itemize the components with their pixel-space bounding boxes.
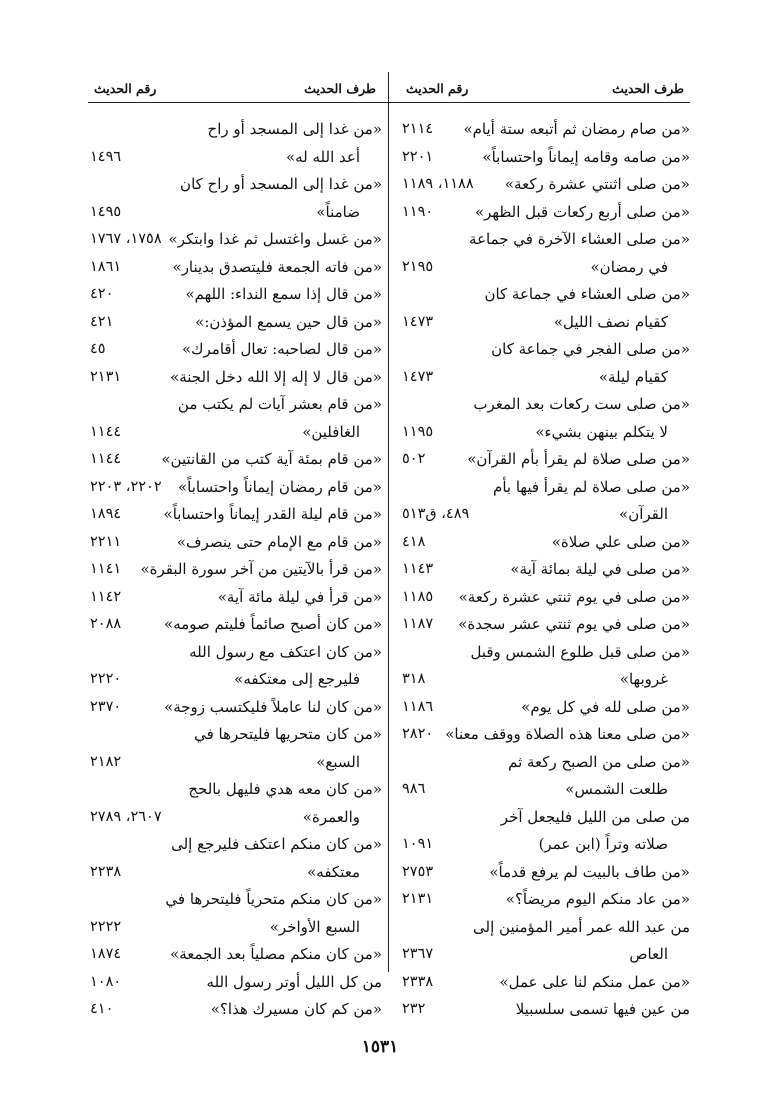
index-entry xyxy=(400,969,690,997)
index-entry xyxy=(88,336,382,364)
entry-line xyxy=(88,611,382,639)
hadith-number: ٤٨٩، ق٥١٣ xyxy=(402,506,470,522)
hadith-number: ٢٣٧٠ xyxy=(90,698,122,715)
hadith-number: ١٠٩١ xyxy=(402,836,434,852)
index-entry xyxy=(88,969,382,997)
entry-line xyxy=(88,336,382,364)
index-entry xyxy=(400,611,690,639)
entry-line xyxy=(400,501,690,529)
hadith-text: «من كان أصبح صائماً فليتم صومه» xyxy=(164,615,382,633)
hadith-text: «من صلى أربع ركعات قبل الظهر» xyxy=(474,202,690,221)
hadith-number: ٩٨٦ xyxy=(402,781,426,797)
hadith-text: من صلى من الليل فليجعل آخر xyxy=(500,807,690,826)
hadith-text: «من قال حين يسمع المؤذن:» xyxy=(195,312,382,331)
hadith-number: ١٨٩٤ xyxy=(90,506,122,522)
right-column-header xyxy=(400,72,690,102)
entry-line xyxy=(400,281,690,309)
entry-line xyxy=(88,639,382,667)
hadith-number: ١٤٧٣ xyxy=(402,313,434,330)
index-entry xyxy=(88,529,382,557)
index-entry xyxy=(400,446,690,474)
hadith-text: «من صلى لله في كل يوم» xyxy=(521,697,690,716)
hadith-number: ١٨٦١ xyxy=(90,258,122,275)
index-entry xyxy=(88,116,382,171)
index-entry xyxy=(400,281,690,336)
entry-line xyxy=(88,996,382,1024)
hadith-text: من كل الليل أوتر رسول الله xyxy=(206,972,382,991)
hadith-text: «من صلى صلاة لم يقرأ فيها بأم xyxy=(493,477,690,496)
hadith-text: «من عاد منكم اليوم مريضاً؟» xyxy=(505,890,690,908)
hadith-text: «من غسل واغتسل ثم غدا وابتكر» xyxy=(168,230,382,248)
hadith-number: ٢٠٨٨ xyxy=(90,616,122,632)
index-entry xyxy=(88,941,382,969)
index-entry xyxy=(88,226,382,254)
index-entry xyxy=(400,721,690,749)
hadith-number: ١٤٧٣ xyxy=(402,368,434,385)
hadith-number: ١٠٨٠ xyxy=(90,973,122,990)
entry-line xyxy=(400,694,690,722)
hadith-text: في رمضان» xyxy=(590,257,668,276)
hadith-number: ١١٤٤ xyxy=(90,451,122,467)
entry-line xyxy=(400,831,690,859)
index-entry xyxy=(88,886,382,941)
right-header-num: رقم الحديث xyxy=(406,81,469,96)
hadith-number: ١٨٧٤ xyxy=(90,946,122,962)
left-column-header xyxy=(88,72,382,102)
index-entry xyxy=(400,886,690,914)
hadith-text: «من صام رمضان ثم أتبعه ستة أيام» xyxy=(463,120,690,138)
hadith-number: ٢٦٠٧، ٢٧٨٩ xyxy=(90,808,162,825)
entry-line xyxy=(400,776,690,804)
entry-line xyxy=(400,529,690,557)
entry-line xyxy=(88,914,382,942)
index-entry xyxy=(88,831,382,886)
hadith-number: ٢٣٣٨ xyxy=(402,973,434,990)
entry-line xyxy=(88,281,382,309)
hadith-text: «من كم كان مسيرك هذا؟» xyxy=(210,1000,382,1018)
index-entry xyxy=(88,776,382,831)
hadith-text: «من صلى العشاء في جماعة كان xyxy=(484,285,690,303)
entry-line xyxy=(400,419,690,447)
hadith-text: «من كان لنا عاملاً فليكتسب زوجة» xyxy=(164,697,382,716)
entry-line xyxy=(400,364,690,392)
hadith-number: ١١٤٣ xyxy=(402,561,434,577)
entry-line xyxy=(400,666,690,694)
index-entry xyxy=(88,254,382,282)
hadith-text: فليرجع إلى معتكفه» xyxy=(234,670,360,688)
entry-line xyxy=(88,529,382,557)
entry-line xyxy=(88,199,382,227)
entry-line xyxy=(88,116,382,144)
hadith-text: الغافلين» xyxy=(302,422,360,441)
entry-line xyxy=(400,584,690,612)
entry-line xyxy=(400,749,690,777)
entry-line xyxy=(400,171,690,199)
hadith-text: «من صلى الفجر في جماعة كان xyxy=(491,340,690,358)
entry-line xyxy=(88,309,382,337)
hadith-text: صلاته وتراً (ابن عمر) xyxy=(538,835,668,853)
hadith-text: «من صلى في يوم ثنتي عشرة ركعة» xyxy=(458,587,690,606)
hadith-text: «من غدا إلى المسجد أو راح كان xyxy=(180,175,382,193)
hadith-text: «من كان اعتكف مع رسول الله xyxy=(189,642,382,661)
hadith-text: غروبها» xyxy=(619,670,668,688)
index-entry xyxy=(400,529,690,557)
hadith-text: «من كان متحريها فليتحرها في xyxy=(194,725,382,743)
hadith-text: «من كان معه هدي فليهل بالحج xyxy=(188,780,382,798)
hadith-number: ١١٤٢ xyxy=(90,588,122,605)
index-entry xyxy=(88,309,382,337)
entry-line xyxy=(400,996,690,1024)
entry-line xyxy=(88,556,382,584)
index-entry xyxy=(400,336,690,391)
entry-line xyxy=(400,886,690,914)
index-entry xyxy=(400,226,690,281)
hadith-text: أعد الله له» xyxy=(285,147,360,166)
hadith-text: «من قام ليلة القدر إيماناً واحتساباً» xyxy=(163,505,382,523)
hadith-number: ٢٢٢٠ xyxy=(90,671,122,687)
entry-line xyxy=(400,611,690,639)
entry-line xyxy=(88,364,382,392)
hadith-number: ٤٥ xyxy=(90,341,106,357)
hadith-text: «من كان منكم اعتكف فليرجع إلى xyxy=(171,835,382,853)
hadith-text: «من فاته الجمعة فليتصدق بدينار» xyxy=(172,257,382,276)
entry-line xyxy=(400,941,690,969)
index-entry xyxy=(88,611,382,639)
index-entry xyxy=(400,199,690,227)
hadith-number: ٢٢٣٨ xyxy=(90,863,122,880)
left-header-text: طرف الحديث xyxy=(304,81,376,96)
index-entry xyxy=(400,749,690,804)
hadith-text: «من صلى صلاة لم يقرأ بأم القرآن» xyxy=(467,450,690,468)
hadith-number: ٤٢٠ xyxy=(90,286,114,302)
entry-line xyxy=(400,309,690,337)
index-entry xyxy=(88,584,382,612)
index-entry xyxy=(400,639,690,694)
left-column-entries xyxy=(88,102,382,1024)
hadith-text: القرآن» xyxy=(619,505,668,523)
column-divider xyxy=(388,72,389,972)
left-column xyxy=(88,72,382,1024)
hadith-text: «من صامه وقامه إيماناً واحتساباً» xyxy=(482,147,690,166)
index-page xyxy=(88,72,690,1018)
hadith-text: معتكفه» xyxy=(307,862,360,881)
hadith-text: «من صلى معنا هذه الصلاة ووقف معنا» xyxy=(445,725,690,743)
entry-line xyxy=(400,336,690,364)
entry-line xyxy=(88,226,382,254)
hadith-text: «من قام بمئة آية كتب من القانتين» xyxy=(161,450,382,468)
hadith-text: كقيام ليلة» xyxy=(598,367,668,386)
hadith-text: «من صلى ست ركعات بعد المغرب xyxy=(473,395,690,413)
hadith-text: «من قال لصاحبه: تعال أقامرك» xyxy=(181,340,382,358)
hadith-number: ٢٢١١ xyxy=(90,533,122,550)
index-entry xyxy=(88,556,382,584)
entry-line xyxy=(400,474,690,502)
index-entry xyxy=(400,116,690,144)
entry-line xyxy=(88,886,382,914)
entry-line xyxy=(400,914,690,942)
index-entry xyxy=(88,474,382,502)
hadith-text: من عبد الله عمر أمير المؤمنين إلى xyxy=(473,917,690,936)
hadith-number: ٢٧٥٣ xyxy=(402,863,434,880)
entry-line xyxy=(88,941,382,969)
index-entry xyxy=(400,556,690,584)
entry-line xyxy=(88,419,382,447)
hadith-text: لا يتكلم بينهن بشيء» xyxy=(535,422,668,441)
hadith-number: ٢١٣١ xyxy=(402,891,434,907)
index-entry xyxy=(88,391,382,446)
index-entry xyxy=(88,996,382,1024)
hadith-number: ١١٩٠ xyxy=(402,203,434,220)
entry-line xyxy=(88,776,382,804)
hadith-text: «من قام مع الإمام حتى ينصرف» xyxy=(176,532,382,551)
index-entry xyxy=(88,694,382,722)
entry-line xyxy=(88,501,382,529)
hadith-number: ٢٣٢ xyxy=(402,1001,426,1017)
hadith-number: ١١٤١ xyxy=(90,561,122,577)
entry-line xyxy=(88,584,382,612)
entry-line xyxy=(400,144,690,172)
entry-line xyxy=(88,666,382,694)
index-entry xyxy=(400,391,690,446)
index-entry xyxy=(400,584,690,612)
entry-line xyxy=(400,969,690,997)
entry-line xyxy=(88,254,382,282)
hadith-text: «من قام بعشر آيات لم يكتب من xyxy=(177,395,382,413)
index-entry xyxy=(400,144,690,172)
index-entry xyxy=(400,694,690,722)
index-entry xyxy=(400,171,690,199)
page-number: ١٥٣١ xyxy=(361,1037,399,1057)
entry-line xyxy=(400,446,690,474)
hadith-number: ٤١٠ xyxy=(90,1001,114,1017)
entry-line xyxy=(88,694,382,722)
index-entry xyxy=(400,859,690,887)
hadith-number: ١١٤٤ xyxy=(90,423,122,440)
hadith-number: ١٤٩٦ xyxy=(90,148,122,165)
hadith-text: «من قام رمضان إيماناً واحتساباً» xyxy=(177,477,382,496)
hadith-text: «من كان منكم متحرياً فليتحرها في xyxy=(165,890,382,908)
hadith-text: طلعت الشمس» xyxy=(565,780,668,798)
hadith-number: ١١٨٦ xyxy=(402,698,434,715)
hadith-number: ٢٢٢٢ xyxy=(90,918,122,935)
entry-line xyxy=(400,859,690,887)
hadith-number: ١٧٥٨، ١٧٦٧ xyxy=(90,231,162,247)
hadith-number: ٤٢١ xyxy=(90,313,114,330)
hadith-text: والعمرة» xyxy=(302,807,360,826)
entry-line xyxy=(400,804,690,832)
index-entry xyxy=(88,281,382,309)
hadith-number: ٣١٨ xyxy=(402,671,426,687)
hadith-text: «من صلى في يوم ثنتي عشر سجدة» xyxy=(458,615,690,633)
right-column-entries xyxy=(400,102,690,1024)
entry-line xyxy=(400,116,690,144)
hadith-text: «من غدا إلى المسجد أو راح xyxy=(207,120,382,138)
hadith-number: ٥٠٢ xyxy=(402,451,426,467)
hadith-text: «من عمل منكم لنا على عمل» xyxy=(499,972,690,991)
entry-line xyxy=(88,804,382,832)
hadith-text: «من قرأ بالآيتين من آخر سورة البقرة» xyxy=(140,560,382,578)
hadith-number: ١١٩٥ xyxy=(402,423,434,440)
entry-line xyxy=(88,859,382,887)
entry-line xyxy=(400,199,690,227)
index-entry xyxy=(400,474,690,529)
hadith-text: «من قرأ في ليلة مائة آية» xyxy=(217,587,382,606)
entry-line xyxy=(400,391,690,419)
entry-line xyxy=(400,556,690,584)
hadith-text: «من كان منكم مصلياً بعد الجمعة» xyxy=(170,945,382,963)
index-entry xyxy=(88,171,382,226)
entry-line xyxy=(88,446,382,474)
entry-line xyxy=(88,749,382,777)
index-entry xyxy=(400,914,690,969)
hadith-text: «من طاف بالبيت لم يرفع قدماً» xyxy=(489,862,690,881)
hadith-number: ١١٨٨، ١١٨٩ xyxy=(402,176,474,192)
hadith-text: ضامناً» xyxy=(316,202,360,221)
entry-line xyxy=(88,144,382,172)
hadith-text: «من قال إذا سمع النداء: اللهم» xyxy=(185,285,382,303)
hadith-text: العاص xyxy=(629,945,668,963)
entry-line xyxy=(400,639,690,667)
entry-line xyxy=(88,391,382,419)
right-column xyxy=(400,72,690,1024)
hadith-number: ١٤٩٥ xyxy=(90,203,122,220)
index-entry xyxy=(88,501,382,529)
entry-line xyxy=(88,721,382,749)
index-entry xyxy=(400,804,690,859)
hadith-text: «من صلى العشاء الآخرة في جماعة xyxy=(469,230,690,248)
hadith-number: ٢١٩٥ xyxy=(402,258,434,275)
hadith-text: السبع الأواخر» xyxy=(269,917,360,936)
hadith-text: «من صلى في ليلة بمائة آية» xyxy=(510,560,690,578)
hadith-number: ١١٨٥ xyxy=(402,588,434,605)
hadith-text: «من صلى اثنتي عشرة ركعة» xyxy=(504,175,690,193)
index-entry xyxy=(400,996,690,1024)
entry-line xyxy=(88,969,382,997)
hadith-number: ٢٢٠١ xyxy=(402,148,434,165)
entry-line xyxy=(400,226,690,254)
hadith-text: «من صلى علي صلاة» xyxy=(551,532,690,551)
hadith-number: ٢١١٤ xyxy=(402,121,434,137)
hadith-text: السبع» xyxy=(316,752,360,771)
index-entry xyxy=(88,639,382,694)
entry-line xyxy=(88,474,382,502)
hadith-number: ١١٨٧ xyxy=(402,616,434,632)
hadith-number: ٢١٨٢ xyxy=(90,753,122,770)
hadith-text: «من قال لا إله إلا الله دخل الجنة» xyxy=(170,367,382,386)
right-header-text: طرف الحديث xyxy=(612,81,684,96)
hadith-text: من عين فيها تسمى سلسبيلا xyxy=(515,1000,690,1018)
index-entry xyxy=(88,364,382,392)
hadith-number: ٤١٨ xyxy=(402,533,426,550)
hadith-number: ٢١٣١ xyxy=(90,368,122,385)
hadith-text: كقيام نصف الليل» xyxy=(553,312,668,331)
hadith-number: ٢٨٢٠ xyxy=(402,726,434,742)
index-entry xyxy=(88,446,382,474)
hadith-text: «من صلى قبل طلوع الشمس وقبل xyxy=(470,642,690,661)
entry-line xyxy=(400,721,690,749)
left-header-num: رقم الحديث xyxy=(94,81,157,96)
entry-line xyxy=(400,254,690,282)
entry-line xyxy=(88,171,382,199)
hadith-number: ٢٢٠٢، ٢٢٠٣ xyxy=(90,478,162,495)
hadith-text: «من صلى من الصبح ركعة ثم xyxy=(508,752,690,771)
hadith-number: ٢٣٦٧ xyxy=(402,946,434,962)
entry-line xyxy=(88,831,382,859)
index-entry xyxy=(88,721,382,776)
